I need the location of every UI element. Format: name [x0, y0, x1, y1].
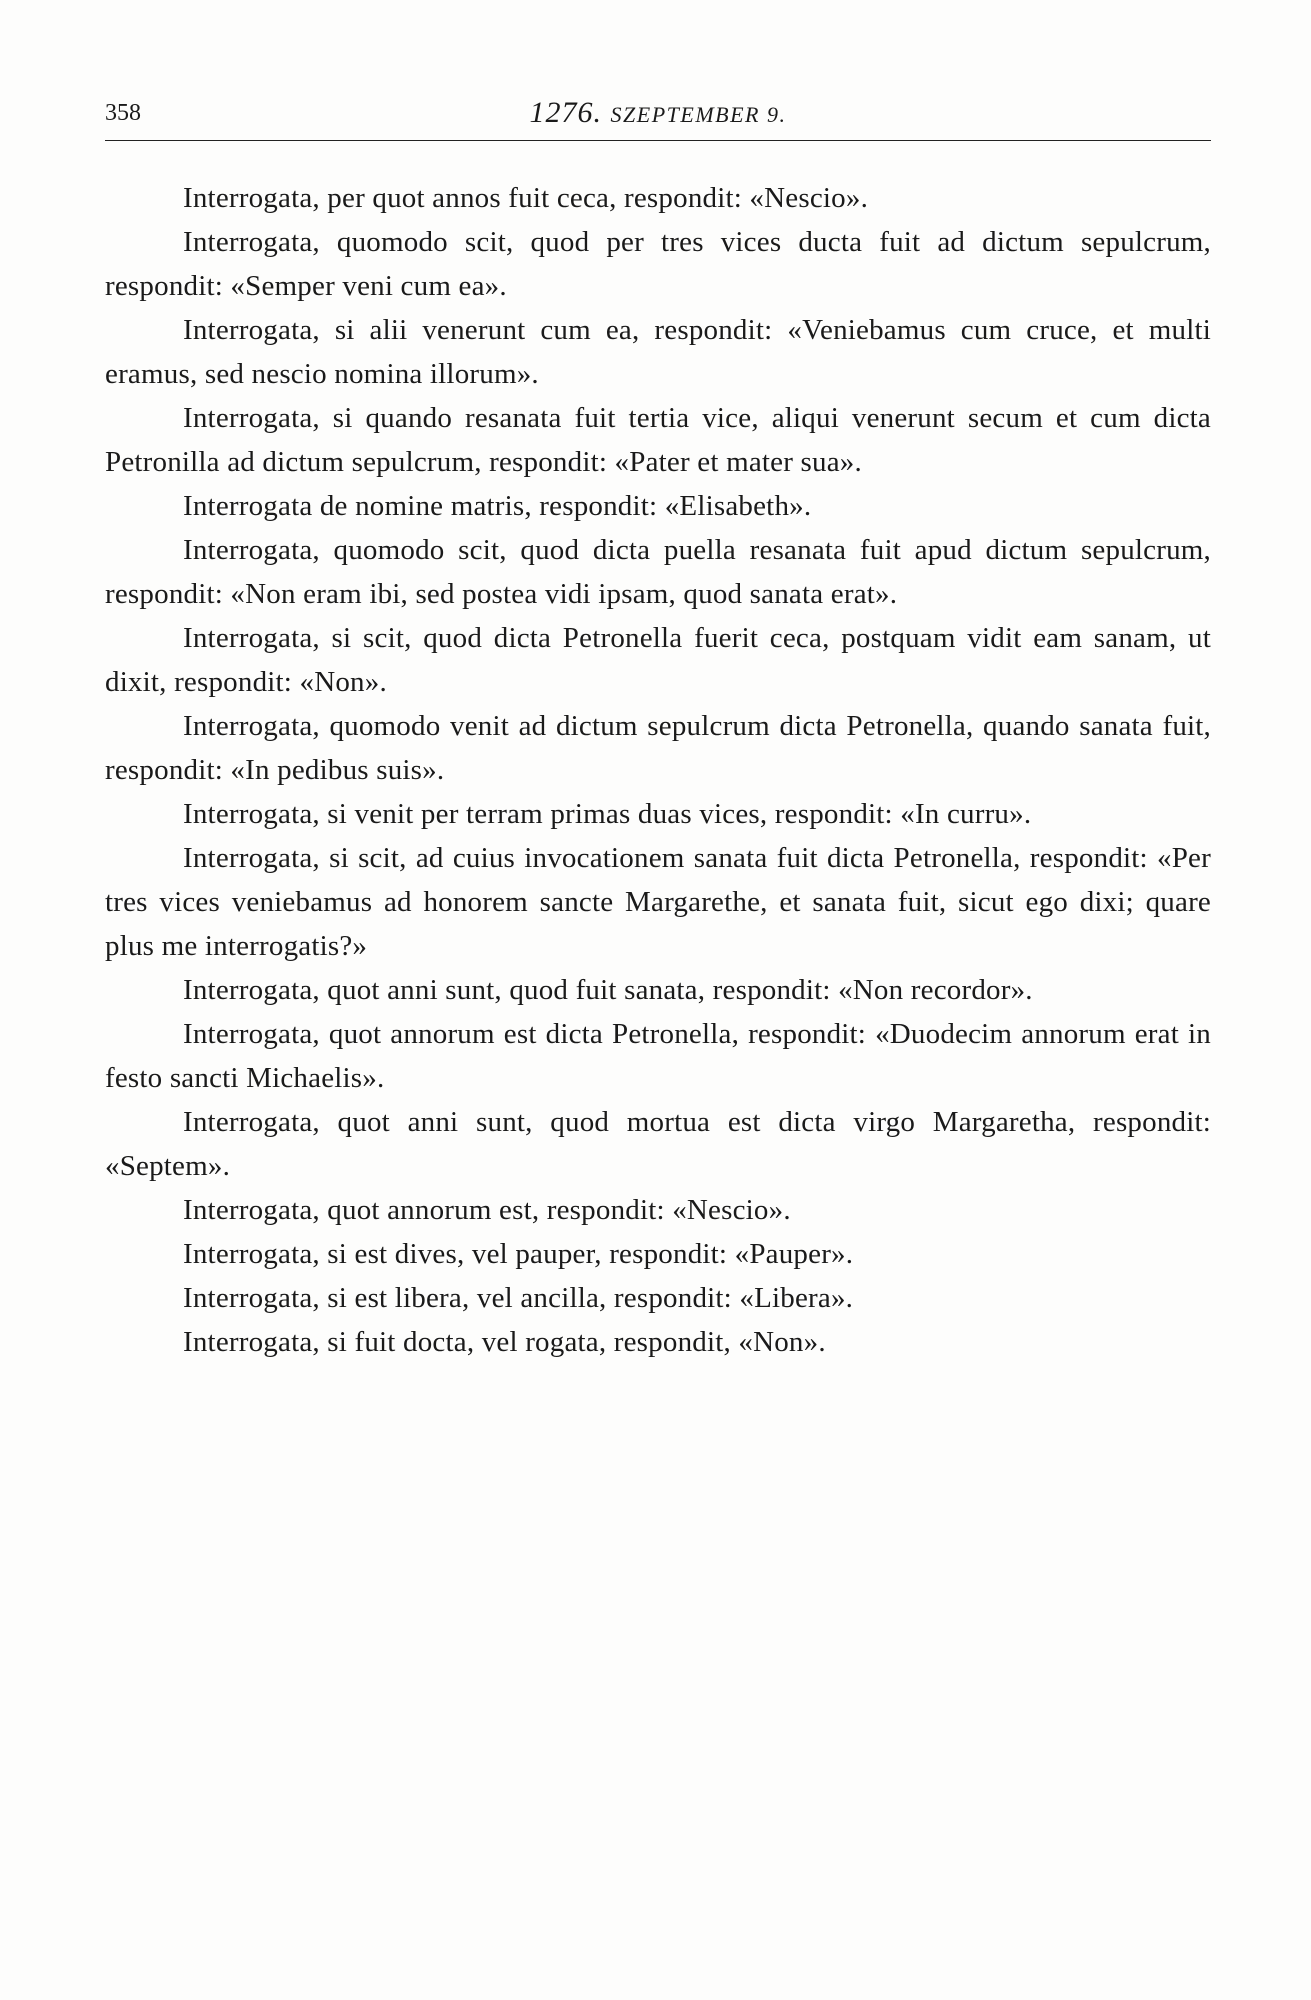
- paragraph: Interrogata, si est dives, vel pauper, respondit: «Pauper».: [183, 1238, 854, 1270]
- paragraph: Interrogata, quomodo scit, quod dicta puella resanata fuit apud dictum sepulcrum, respondit: «Non eram ibi, sed postea vidi ipsam, quod sanata erat».: [105, 534, 1211, 610]
- paragraph: Interrogata, si fuit docta, vel rogata, respondit, «Non».: [183, 1326, 826, 1358]
- paragraph: Interrogata, per quot annos fuit ceca, respondit: «Nescio».: [183, 182, 869, 214]
- running-head: [105, 96, 1211, 141]
- paragraph: Interrogata, si alii venerunt cum ea, respondit: «Veniebamus cum cruce, et multi eramus, sed nescio nomina illorum».: [105, 314, 1211, 390]
- paragraph: Interrogata de nomine matris, respondit: «Elisabeth».: [183, 490, 812, 522]
- paragraph: Interrogata, quot anni sunt, quod mortua est dicta virgo Margaretha, respondit: «Septem».: [105, 1106, 1211, 1182]
- paragraph: Interrogata, si venit per terram primas duas vices, respondit: «In curru».: [183, 798, 1032, 830]
- paragraph: Interrogata, quot annorum est, respondit: «Nescio».: [183, 1194, 791, 1226]
- paragraph: Interrogata, quot anni sunt, quod fuit sanata, respondit: «Non recordor».: [183, 974, 1033, 1006]
- paragraph: Interrogata, si scit, ad cuius invocationem sanata fuit dicta Petronella, respondit: «Per tres vices veniebamus ad honorem sancte Margarethe, et sanata fuit, sicut ego dixi; quare plus me interrogatis?»: [105, 842, 1211, 962]
- body-text: [105, 176, 1211, 1364]
- paragraph: Interrogata, quomodo venit ad dictum sepulcrum dicta Petronella, quando sanata fuit, respondit: «In pedibus suis».: [105, 710, 1211, 786]
- paragraph: Interrogata, quomodo scit, quod per tres vices ducta fuit ad dictum sepulcrum, respondit: «Semper veni cum ea».: [105, 226, 1211, 302]
- paragraph: Interrogata, si est libera, vel ancilla, respondit: «Libera».: [183, 1282, 854, 1314]
- header-title: [105, 96, 1211, 130]
- paragraph: Interrogata, si scit, quod dicta Petronella fuerit ceca, postquam vidit eam sanam, ut dixit, respondit: «Non».: [105, 622, 1211, 698]
- header-date: SZEPTEMBER 9.: [610, 102, 787, 127]
- paragraph: Interrogata, quot annorum est dicta Petronella, respondit: «Duodecim annorum erat in festo sancti Michaelis».: [105, 1018, 1211, 1094]
- paragraph: Interrogata, si quando resanata fuit tertia vice, aliqui venerunt secum et cum dicta Petronilla ad dictum sepulcrum, respondit: «Pater et mater sua».: [105, 402, 1211, 478]
- header-year: 1276.: [529, 96, 603, 129]
- page-number: 358: [105, 100, 141, 126]
